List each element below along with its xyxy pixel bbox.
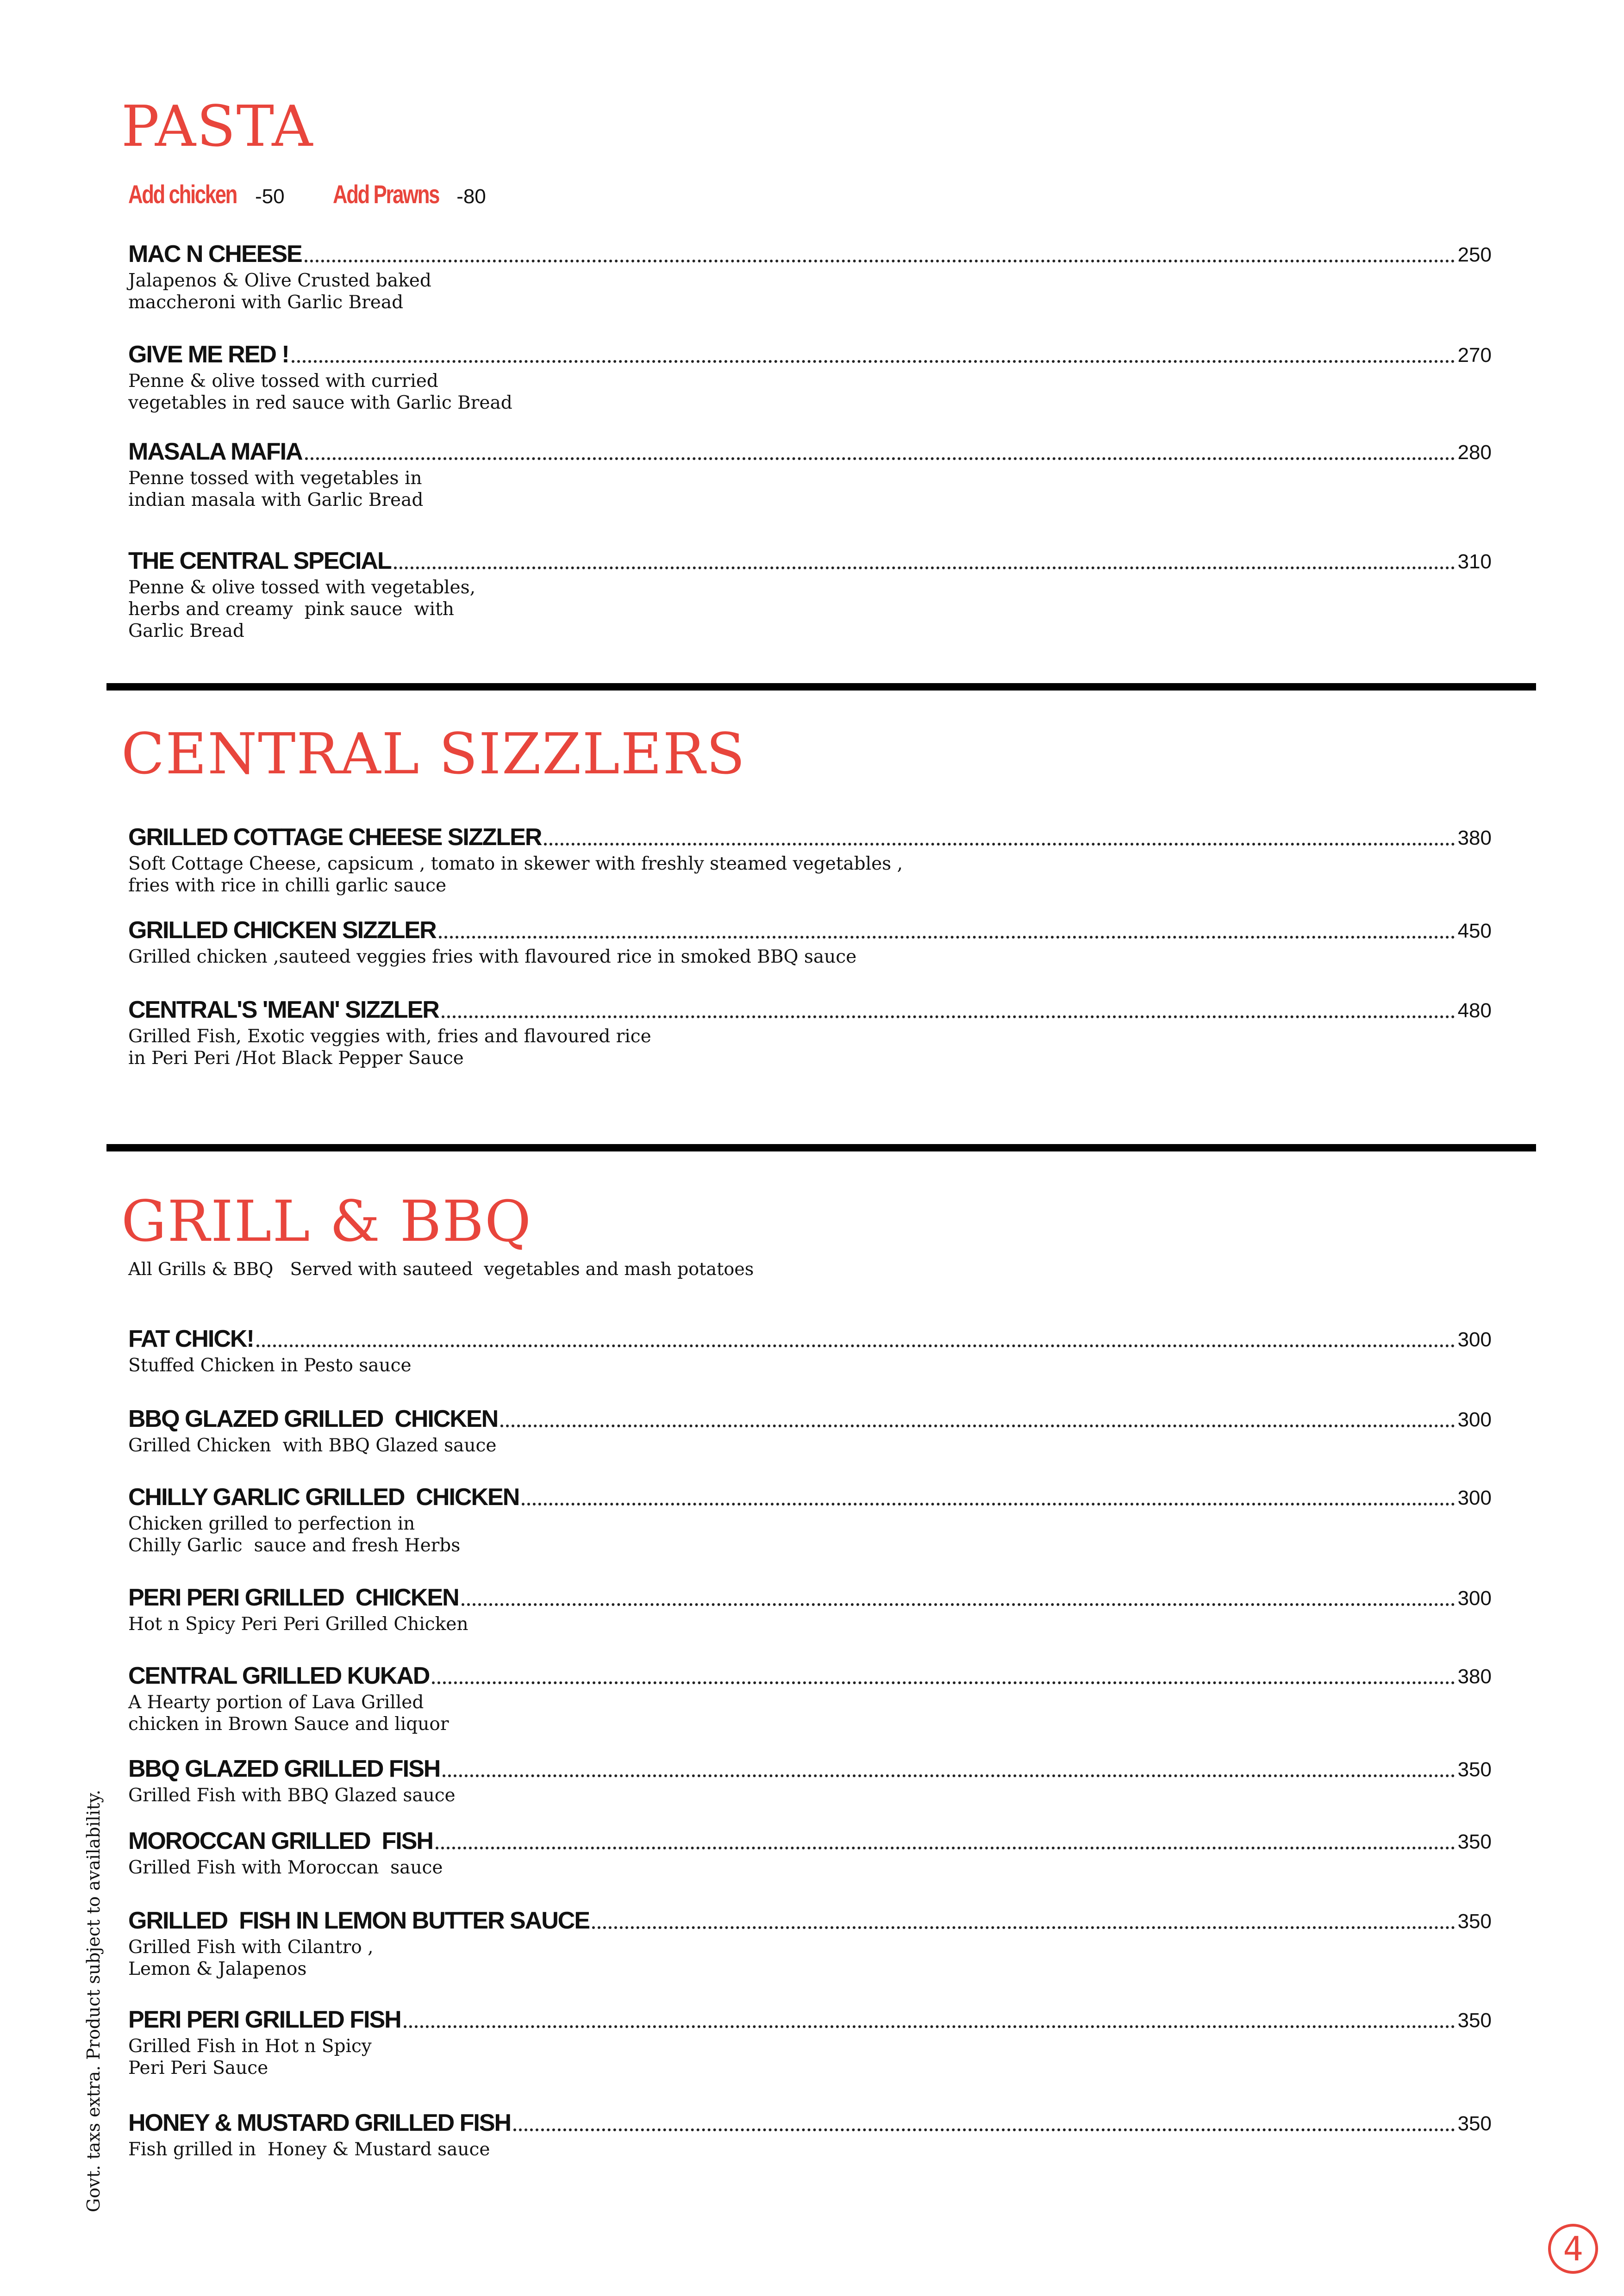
- item-description: Grilled chicken ,sauteed veggies fries with flavoured rice in smoked BBQ sauce: [128, 946, 857, 967]
- item-name: GRILLED CHICKEN SIZZLER: [128, 917, 436, 944]
- menu-item: [128, 1907, 1492, 1980]
- menu-item: [128, 1325, 1492, 1376]
- item-price: 300: [1457, 1487, 1492, 1509]
- dot-leader: [592, 1926, 1455, 1929]
- menu-item: [128, 1755, 1492, 1806]
- item-name: FAT CHICK!: [128, 1325, 254, 1352]
- item-name: THE CENTRAL SPECIAL: [128, 548, 391, 574]
- grill-subtitle: All Grills & BBQ Served with sauteed vegetables and mash potatoes: [128, 1259, 754, 1279]
- dot-leader: [305, 457, 1455, 460]
- dot-leader: [500, 1425, 1455, 1427]
- item-name: CENTRAL GRILLED KUKAD: [128, 1662, 430, 1689]
- menu-item-row: [128, 1755, 1492, 1783]
- dot-leader: [394, 566, 1455, 569]
- item-name: GRILLED COTTAGE CHEESE SIZZLER: [128, 824, 542, 851]
- item-description: Grilled Fish in Hot n Spicy Peri Peri Sauce: [128, 2036, 372, 2078]
- section-divider: [106, 1144, 1536, 1151]
- menu-item-row: [128, 1907, 1492, 1935]
- item-name: PERI PERI GRILLED FISH: [128, 2006, 401, 2033]
- item-name: BBQ GLAZED GRILLED CHICKEN: [128, 1406, 498, 1432]
- item-price: 280: [1457, 441, 1492, 464]
- item-price: 350: [1457, 1758, 1492, 1781]
- item-description: Fish grilled in Honey & Mustard sauce: [128, 2139, 490, 2160]
- dot-leader: [522, 1503, 1455, 1506]
- menu-item-row: [128, 1827, 1492, 1855]
- menu-item: [128, 1483, 1492, 1556]
- addon-price: -80: [456, 185, 486, 208]
- item-description: A Hearty portion of Lava Grilled chicken in Brown Sauce and liquor: [128, 1692, 449, 1735]
- dot-leader: [292, 360, 1455, 363]
- dot-leader: [442, 1015, 1455, 1018]
- menu-item: [128, 823, 1492, 896]
- item-price: 480: [1457, 999, 1492, 1022]
- menu-item: [128, 1405, 1492, 1456]
- item-price: 350: [1457, 1910, 1492, 1933]
- item-price: 300: [1457, 1328, 1492, 1351]
- item-description: Grilled Fish with Cilantro , Lemon & Jalapenos: [128, 1937, 374, 1979]
- menu-item: [128, 996, 1492, 1069]
- menu-item-row: [128, 240, 1492, 268]
- section-title-grill: GRILL & BBQ: [121, 1188, 532, 1254]
- dot-leader: [432, 1681, 1455, 1684]
- dot-leader: [462, 1603, 1455, 1606]
- dot-leader: [443, 1774, 1455, 1777]
- menu-item: [128, 2006, 1492, 2079]
- dot-leader: [439, 936, 1455, 939]
- menu-item: [128, 1827, 1492, 1879]
- dot-leader: [256, 1344, 1455, 1347]
- dot-leader: [305, 260, 1455, 262]
- item-name: HONEY & MUSTARD GRILLED FISH: [128, 2109, 511, 2136]
- menu-item-row: [128, 1584, 1492, 1612]
- section-divider: [106, 683, 1536, 691]
- menu-item-row: [128, 341, 1492, 368]
- menu-item-row: [128, 1405, 1492, 1433]
- addon-label: Add Prawns: [332, 180, 439, 209]
- dot-leader: [436, 1847, 1455, 1849]
- menu-item: [128, 547, 1492, 642]
- addon-label: Add chicken: [128, 180, 237, 209]
- item-price: 350: [1457, 2112, 1492, 2135]
- menu-item-row: [128, 2006, 1492, 2034]
- item-price: 380: [1457, 827, 1492, 849]
- menu-item: [128, 916, 1492, 968]
- menu-item-row: [128, 1325, 1492, 1353]
- item-description: Hot n Spicy Peri Peri Grilled Chicken: [128, 1614, 468, 1635]
- item-price: 300: [1457, 1408, 1492, 1431]
- menu-item-row: [128, 823, 1492, 851]
- item-name: BBQ GLAZED GRILLED FISH: [128, 1755, 440, 1782]
- item-description: Grilled Chicken with BBQ Glazed sauce: [128, 1435, 497, 1456]
- item-price: 310: [1457, 550, 1492, 573]
- item-price: 380: [1457, 1665, 1492, 1688]
- menu-item: [128, 240, 1492, 313]
- item-description: Penne & olive tossed with curried vegetables in red sauce with Garlic Bread: [128, 371, 512, 413]
- item-price: 270: [1457, 344, 1492, 367]
- item-name: MOROCCAN GRILLED FISH: [128, 1828, 433, 1854]
- item-description: Chicken grilled to perfection in Chilly Garlic sauce and fresh Herbs: [128, 1513, 461, 1556]
- item-description: Penne & olive tossed with vegetables, herbs and creamy pink sauce with Garlic Bread: [128, 577, 476, 641]
- item-description: Grilled Fish with BBQ Glazed sauce: [128, 1785, 456, 1806]
- item-name: CENTRAL'S 'MEAN' SIZZLER: [128, 996, 439, 1023]
- dot-leader: [513, 2128, 1455, 2131]
- menu-item: [128, 1662, 1492, 1735]
- item-description: Penne tossed with vegetables in indian masala with Garlic Bread: [128, 468, 424, 510]
- menu-item: [128, 2109, 1492, 2160]
- item-name: PERI PERI GRILLED CHICKEN: [128, 1584, 459, 1611]
- menu-item-row: [128, 438, 1492, 466]
- item-price: 300: [1457, 1587, 1492, 1610]
- item-price: 350: [1457, 2009, 1492, 2032]
- item-description: Jalapenos & Olive Crusted baked maccheroni with Garlic Bread: [128, 270, 431, 313]
- menu-item-row: [128, 2109, 1492, 2137]
- menu-item-row: [128, 1662, 1492, 1690]
- page-number: 4: [1548, 2224, 1598, 2274]
- item-name: CHILLY GARLIC GRILLED CHICKEN: [128, 1484, 519, 1511]
- menu-item-row: [128, 1483, 1492, 1511]
- item-price: 350: [1457, 1830, 1492, 1853]
- item-name: MAC N CHEESE: [128, 241, 302, 268]
- section-title-sizzlers: CENTRAL SIZZLERS: [121, 721, 746, 787]
- menu-item: [128, 1584, 1492, 1635]
- pasta-addons: [128, 180, 528, 211]
- item-name: GRILLED FISH IN LEMON BUTTER SAUCE: [128, 1907, 589, 1934]
- item-description: Soft Cottage Cheese, capsicum , tomato in skewer with freshly steamed vegetables , fries with rice in chilli garlic sauce: [128, 853, 903, 896]
- item-description: Stuffed Chicken in Pesto sauce: [128, 1355, 412, 1376]
- menu-item: [128, 438, 1492, 511]
- item-name: MASALA MAFIA: [128, 438, 302, 465]
- menu-item: [128, 341, 1492, 414]
- tax-note: Govt. taxs extra. Product subject to availability.: [83, 1789, 104, 2212]
- item-price: 450: [1457, 920, 1492, 942]
- section-title-pasta: PASTA: [121, 93, 314, 159]
- dot-leader: [544, 843, 1455, 846]
- item-description: Grilled Fish with Moroccan sauce: [128, 1857, 443, 1878]
- item-name: GIVE ME RED !: [128, 341, 289, 368]
- menu-item-row: [128, 547, 1492, 575]
- dot-leader: [404, 2025, 1455, 2028]
- item-description: Grilled Fish, Exotic veggies with, fries and flavoured rice in Peri Peri /Hot Black Pepper Sauce: [128, 1026, 651, 1069]
- menu-item-row: [128, 916, 1492, 944]
- menu-item-row: [128, 996, 1492, 1024]
- item-price: 250: [1457, 243, 1492, 266]
- addon-price: -50: [255, 185, 285, 208]
